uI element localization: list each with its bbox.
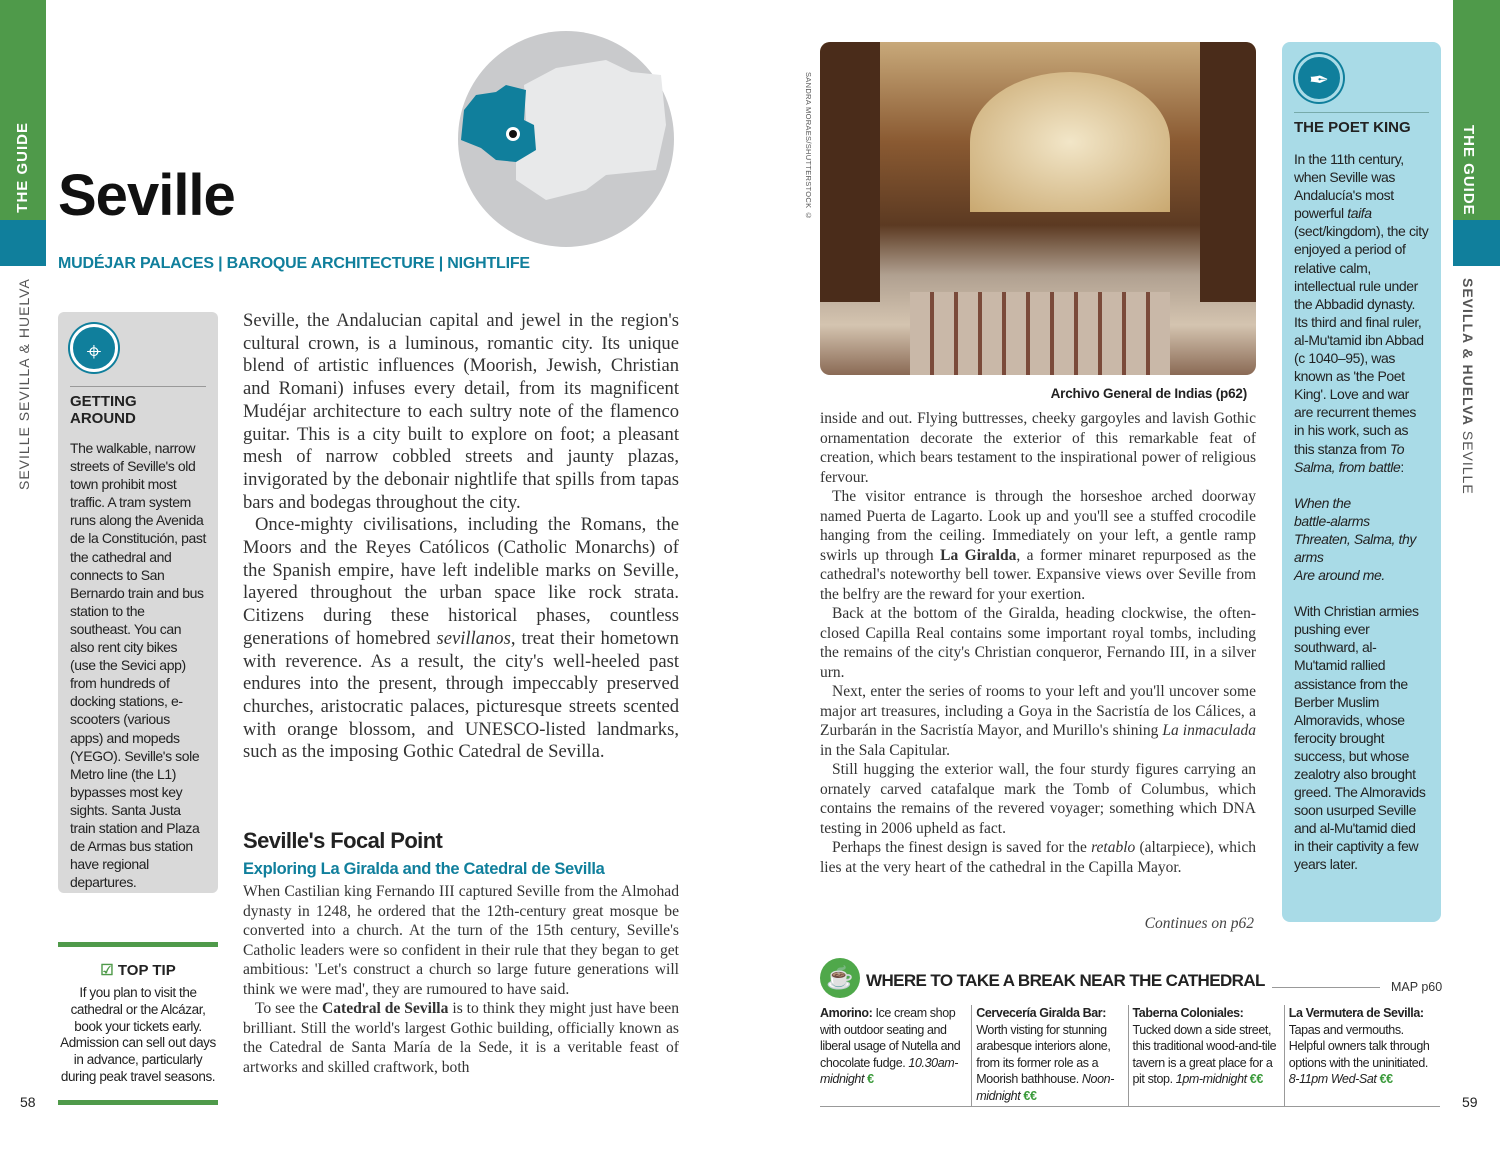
list-item: Amorino: Ice cream shop with outdoor seating and liberal usage of Nutella and chocolate fudge. 10.30am-midnight € (820, 1006, 961, 1086)
tag-list: MUDÉJAR PALACES | BAROQUE ARCHITECTURE | NIGHTLIFE (58, 255, 530, 272)
tag: NIGHTLIFE (447, 255, 530, 272)
break-heading: WHERE TO TAKE A BREAK NEAR THE CATHEDRAL (866, 971, 1265, 990)
divider (1272, 987, 1380, 988)
paragraph: Next, enter the series of rooms to your left and you'll uncover some major art treasures, including a Goya in the Sacristía de los Cálices, a Zurbarán in the Sacristía Mayor, and Murillo's shining La inmaculada in the Sala Capitular. (820, 683, 1256, 759)
section-side-label: SEVILLA & HUELVA SEVILLE (1460, 278, 1476, 495)
archivo-photo (820, 42, 1256, 375)
paragraph: The visitor entrance is through the horseshoe arched doorway named Puerta de Lagarto. Look up and you'll see a stuffed crocodile hanging from the ceiling. Immediately on your left, a gentle ramp swirls up through La Giralda, a former minaret repurposed as the cathedral's noteworthy bell tower. Expansive views over Seville from the belfry are the reward for your exertion. (820, 488, 1257, 603)
map-reference[interactable]: MAP p60 (1391, 980, 1443, 994)
poem: When the battle-alarms Threaten, Salma, thy arms Are around me. (1294, 494, 1416, 584)
top-tip-text: If you plan to visit the cathedral or the Alcázar, book your tickets early. Admission can sell out days in advance, particularly during peak travel seasons. (60, 985, 216, 1084)
section-subtitle: Exploring La Giralda and the Catedral de Sevilla (243, 860, 605, 878)
page-number: 59 (1462, 1094, 1478, 1110)
section-title: Seville's Focal Point (243, 828, 443, 853)
paragraph: To see the Catedral de Sevilla is to think they might just have been brilliant. Still the world's largest Gothic building, officially known as the Catedral de Santa María de la Sede, it is a veritable feast of artworks and skilled craftwork, both (243, 1000, 679, 1076)
poet-king-box (1282, 42, 1441, 922)
checkbox-icon: ☑ (100, 962, 114, 979)
section-text (243, 882, 679, 1077)
page-number: 58 (20, 1094, 36, 1110)
guide-tab-label: THE GUIDE (14, 122, 31, 213)
box-heading: THE POET KING (1294, 112, 1429, 136)
break-list (820, 1005, 1440, 1107)
getting-around-box (58, 312, 218, 893)
top-tip-box (58, 942, 218, 1105)
box-text: The walkable, narrow streets of Seville's old town prohibit most traffic. A tram system runs along the Avenida de la Constitución, past the cathedral and connects to San Bernardo train and bus station to the southeast. You can also rent city bikes (use the Sevici app) from hundreds of docking stations, e-scooters (various apps) and mopeds (YEGO). Seville's sole Metro line (the L1) bypasses most key sights. Santa Justa train station and Plaza de Armas bus station have regional departures. (70, 440, 206, 891)
list-item: Cervecería Giralda Bar: Worth visting for stunning arabesque interiors alone, from its former role as a Moorish bathhouse. Noon-midnight €€ (971, 1005, 1127, 1106)
intro-text (243, 310, 679, 764)
box-heading: GETTING AROUND (70, 386, 206, 427)
paragraph: Perhaps the finest design is saved for the retablo (altarpiece), which lies at the very heart of the cathedral in the Capilla Mayor. (820, 839, 1256, 876)
compass-icon: ⌖ (70, 324, 118, 372)
box-text: With Christian armies pushing ever southward, al-Mu'tamid rallied assistance from the Berber Muslim Almoravids, whose ferocity brought success, but whose zealotry also brought greed. The Almoravids soon usurped Seville and al-Mu'tamid died in their captivity a few years later. (1294, 603, 1426, 873)
continues-link[interactable]: Continues on p62 (1144, 915, 1254, 932)
paragraph: Seville, the Andalucian capital and jewel in the region's cultural crown, is a luminous, romantic city. Its unique blend of artistic influences (Moorish, Jewish, Christian and Romani) infuses every detail, from its magnificent Mudéjar architecture to each sultry note of the flamenco guitar. This is a city built to explore on foot; a pleasant mesh of narrow cobbled streets and jaunty plazas, invigorated by the debonair nightlife that spills from tapas bars and bodegas throughout the city. (243, 310, 679, 513)
top-tip-heading: TOP TIP (117, 962, 176, 979)
paragraph: When Castilian king Fernando III captured Seville from the Almohad dynasty in 1248, he ordered that the 12th-century great mosque be converted into a church. At the turn of the 15th century, Seville's Catholic leaders were so confident in their rule that they began to get ambitious: 'Let's construct a church so large future generations will think we were mad', they are rumoured to have said. (243, 883, 679, 998)
tag: MUDÉJAR PALACES (58, 255, 214, 272)
paragraph: Still hugging the exterior wall, the four sturdy figures carrying an ornately carved catafalque mark the Tomb of Columbus, which contains the remains of the revered voyager; something which DNA testing in 2006 upheld as fact. (820, 761, 1256, 837)
andalucia-locator-map (456, 30, 676, 248)
paragraph: Once-mighty civilisations, including the Romans, the Moors and the Reyes Católicos (Catholic Monarchs) of the Spanish empire, have left indelible marks on Seville, layered throughout the urban space like rock strata. Citizens during these historical phases, countless generations of homebred sevillanos, treat their hometown with reverence. As a result, the city's well-heeled past endures into the present, through impeccably preserved churches, aristocratic palaces, picturesque streets scented with orange blossom, and UNESCO-listed landmarks, such as the imposing Gothic Catedral de Sevilla. (243, 514, 679, 763)
box-text: In the 11th century, when Seville was Andalucía's most powerful taifa (sect/kingdom), the city enjoyed a period of relative calm, intellectual rule under the Abbadid dynasty. Its third and final ruler, al-Mu'tamid ibn Abbad (c 1040–95), was known as 'the Poet King'. Love and war are recurrent themes in his work, such as this stanza from To Salma, from battle: (1294, 151, 1429, 475)
section-tab-left (0, 220, 46, 266)
section-tab-right (1453, 220, 1500, 266)
pen-nib-icon: ✒ (1295, 54, 1343, 102)
list-item: La Vermutera de Sevilla: Tapas and vermouths. Helpful owners talk through options with the uninitiated. 8-11pm Wed-Sat €€ (1284, 1005, 1440, 1106)
guide-tab-label: THE GUIDE (1460, 125, 1477, 216)
cathedral-text (820, 409, 1256, 877)
paragraph: Back at the bottom of the Giralda, heading clockwise, the often-closed Capilla Real contains some important royal tombs, including the remains of the city's Christian conqueror, Fernando III, in a silver urn. (820, 605, 1256, 681)
page-title: Seville (58, 163, 235, 228)
list-item: Taberna Coloniales: Tucked down a side street, this traditional wood-and-tile tavern is a great place for a pit stop. 1pm-midnight €€ (1128, 1005, 1284, 1106)
coffee-cup-icon: ☕ (820, 958, 860, 998)
paragraph: inside and out. Flying buttresses, cheeky gargoyles and lavish Gothic ornamentation decorate the exterior of this remarkable feat of creation, which bears testament to the inspirational power of religious fervour. (820, 410, 1256, 486)
section-side-label: SEVILLE SEVILLA & HUELVA (16, 278, 32, 490)
tag: BAROQUE ARCHITECTURE (226, 255, 435, 272)
photo-caption: Archivo General de Indias (p62) (1050, 386, 1247, 401)
photo-credit: SANDRA MORAES/SHUTTERSTOCK © (804, 72, 813, 221)
